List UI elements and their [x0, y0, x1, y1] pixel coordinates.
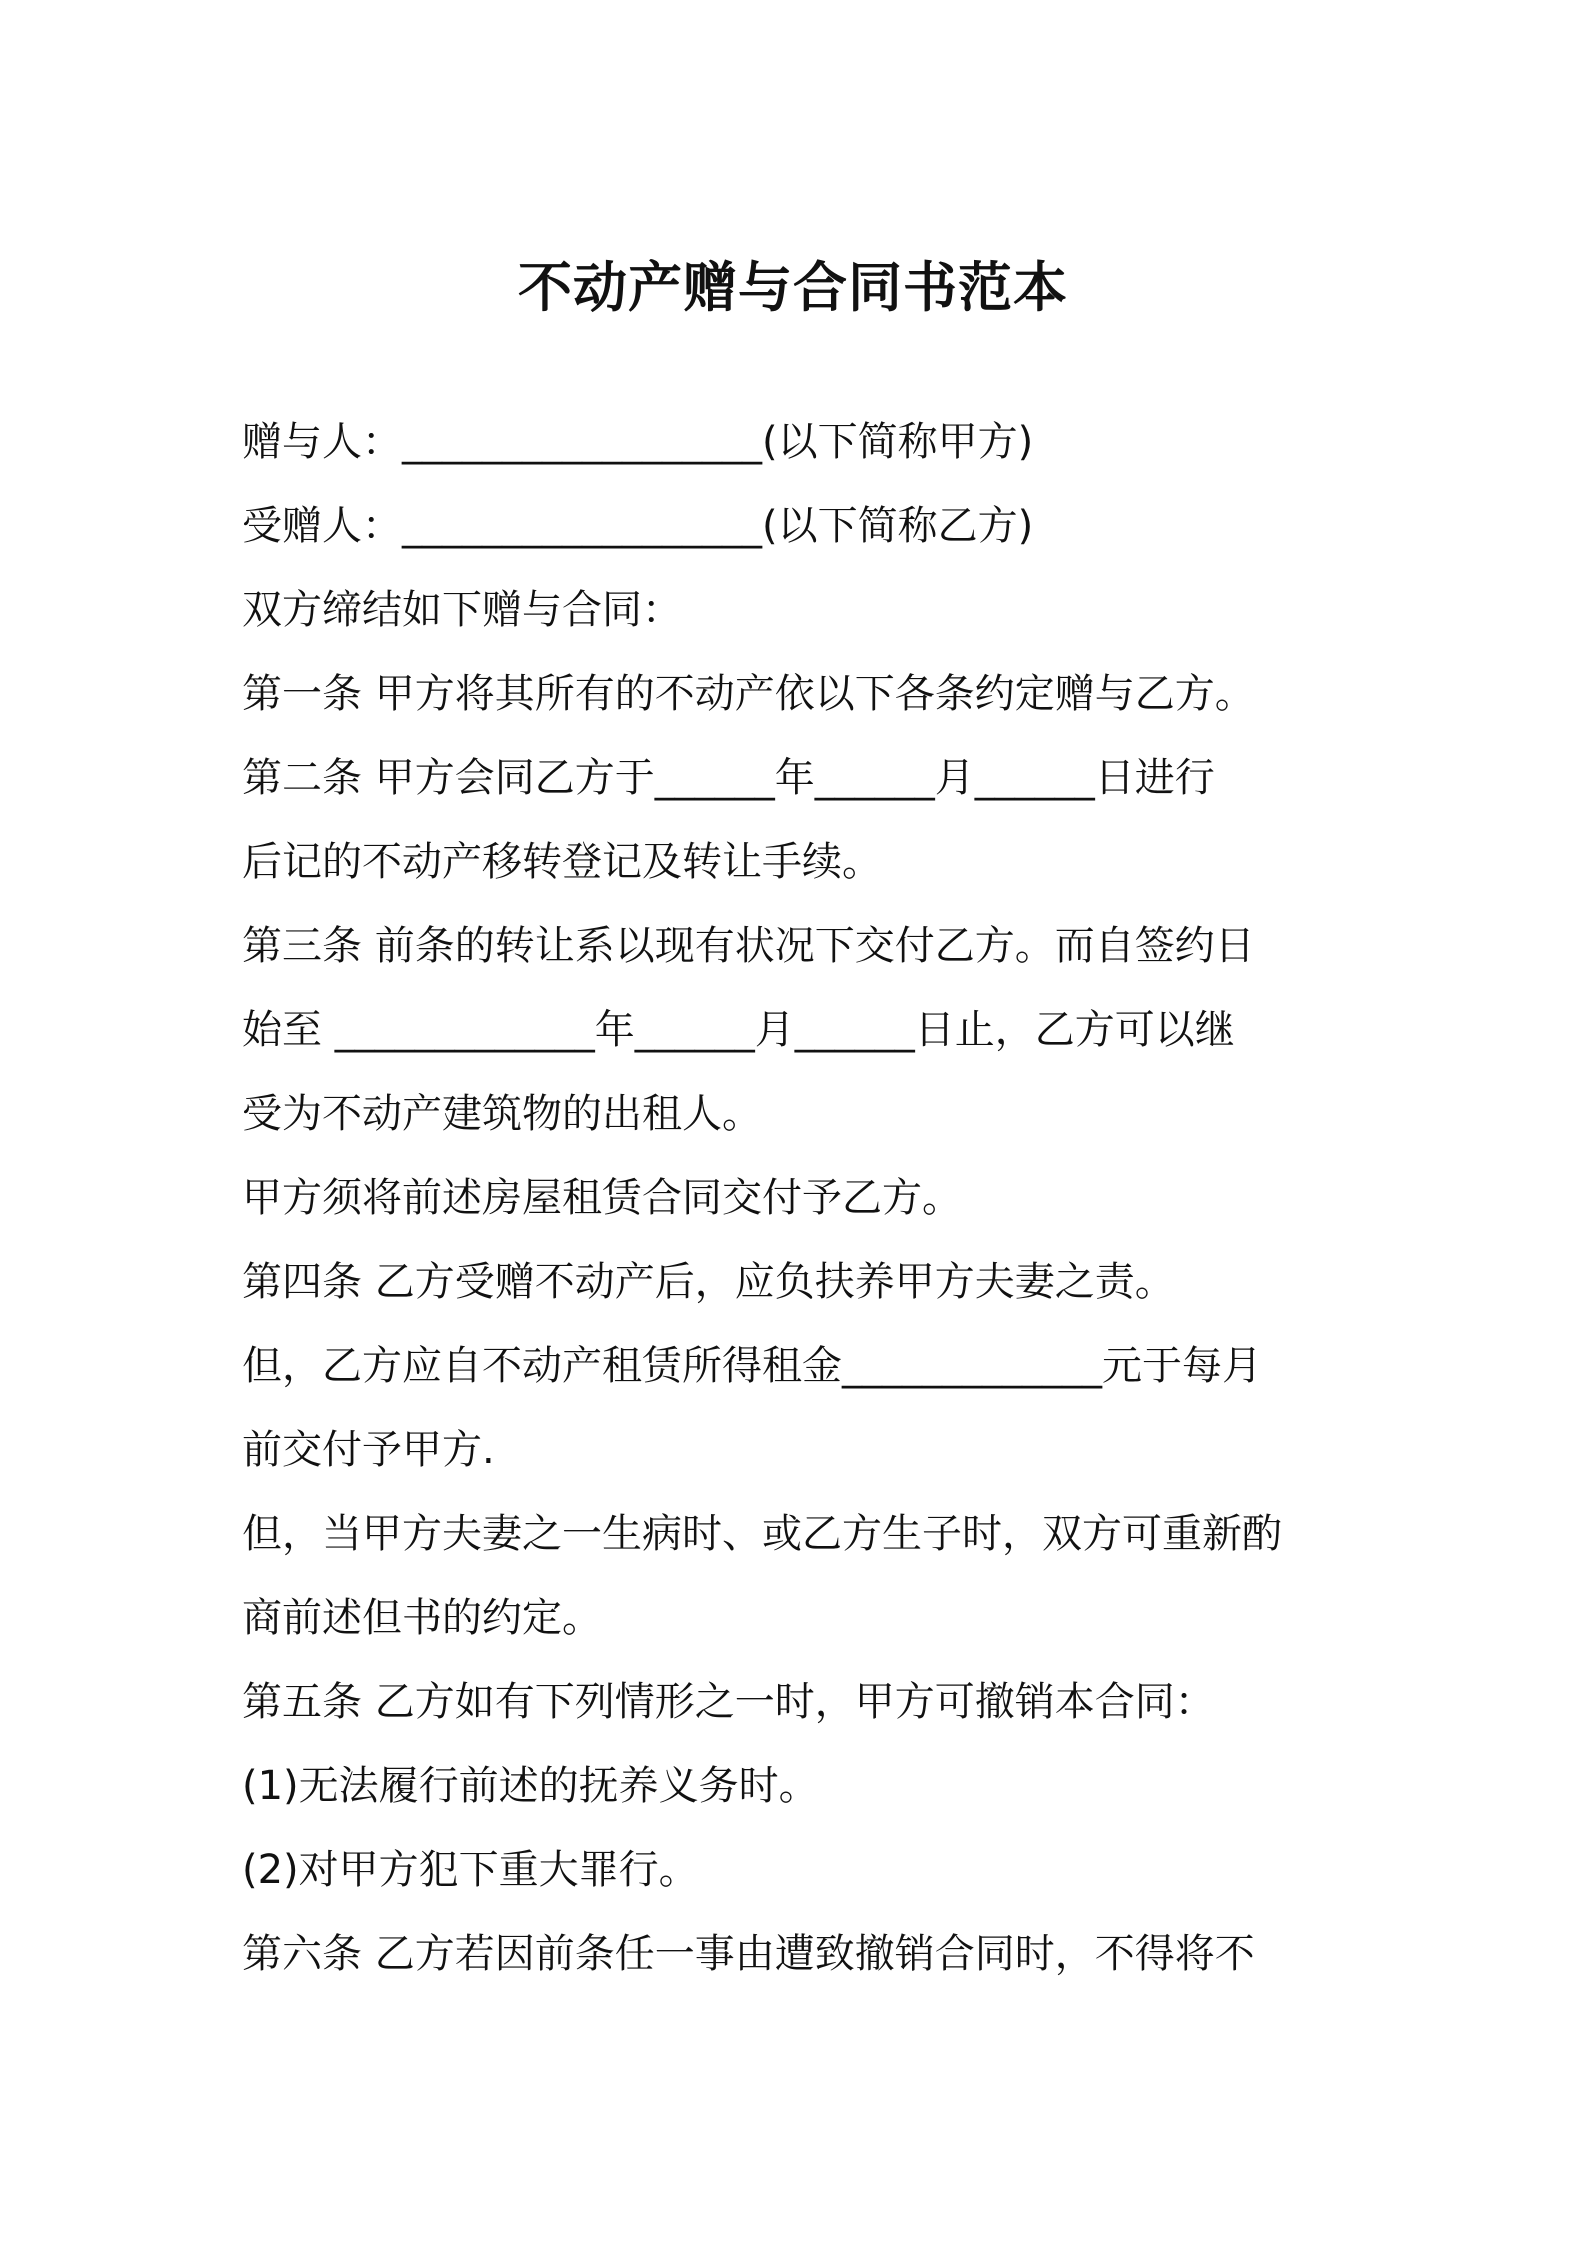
line-article-4-renegotiate: 但，当甲方夫妻之一生病时、或乙方生子时，双方可重新酌 [242, 1511, 1282, 1557]
line-article-5: 第五条 乙方如有下列情形之一时，甲方可撤销本合同： [242, 1679, 1215, 1725]
line-article-4-proviso-cont: 前交付予甲方. [242, 1427, 495, 1473]
line-article-3-cont-2: 受为不动产建筑物的出租人。 [242, 1091, 762, 1137]
line-article-6: 第六条 乙方若因前条任一事由遭致撤销合同时，不得将不 [242, 1931, 1255, 1977]
line-article-5-item-2: (2)对甲方犯下重大罪行。 [242, 1847, 699, 1893]
line-donee: 受赠人：__________________(以下简称乙方) [242, 503, 1034, 549]
line-article-3: 第三条 前条的转让系以现有状况下交付乙方。而自签约日 [242, 923, 1255, 969]
line-article-2: 第二条 甲方会同乙方于______年______月______日进行 [242, 755, 1215, 801]
line-lease-handover: 甲方须将前述房屋租赁合同交付予乙方。 [242, 1175, 962, 1221]
line-article-4-renegotiate-cont: 商前述但书的约定。 [242, 1595, 602, 1641]
line-intro: 双方缔结如下赠与合同： [242, 587, 682, 633]
document-body [242, 400, 1362, 1996]
line-article-3-cont-1: 始至 _____________年______月______日止，乙方可以继 [242, 1007, 1235, 1053]
line-article-4: 第四条 乙方受赠不动产后，应负扶养甲方夫妻之责。 [242, 1259, 1175, 1305]
line-donor: 赠与人：__________________(以下简称甲方) [242, 419, 1034, 465]
line-article-4-proviso: 但，乙方应自不动产租赁所得租金_____________元于每月 [242, 1343, 1262, 1389]
line-article-1: 第一条 甲方将其所有的不动产依以下各条约定赠与乙方。 [242, 671, 1255, 717]
line-article-5-item-1: (1)无法履行前述的抚养义务时。 [242, 1763, 819, 1809]
document-title: 不动产赠与合同书范本 [518, 256, 1068, 319]
line-article-2-cont: 后记的不动产移转登记及转让手续。 [242, 839, 882, 885]
